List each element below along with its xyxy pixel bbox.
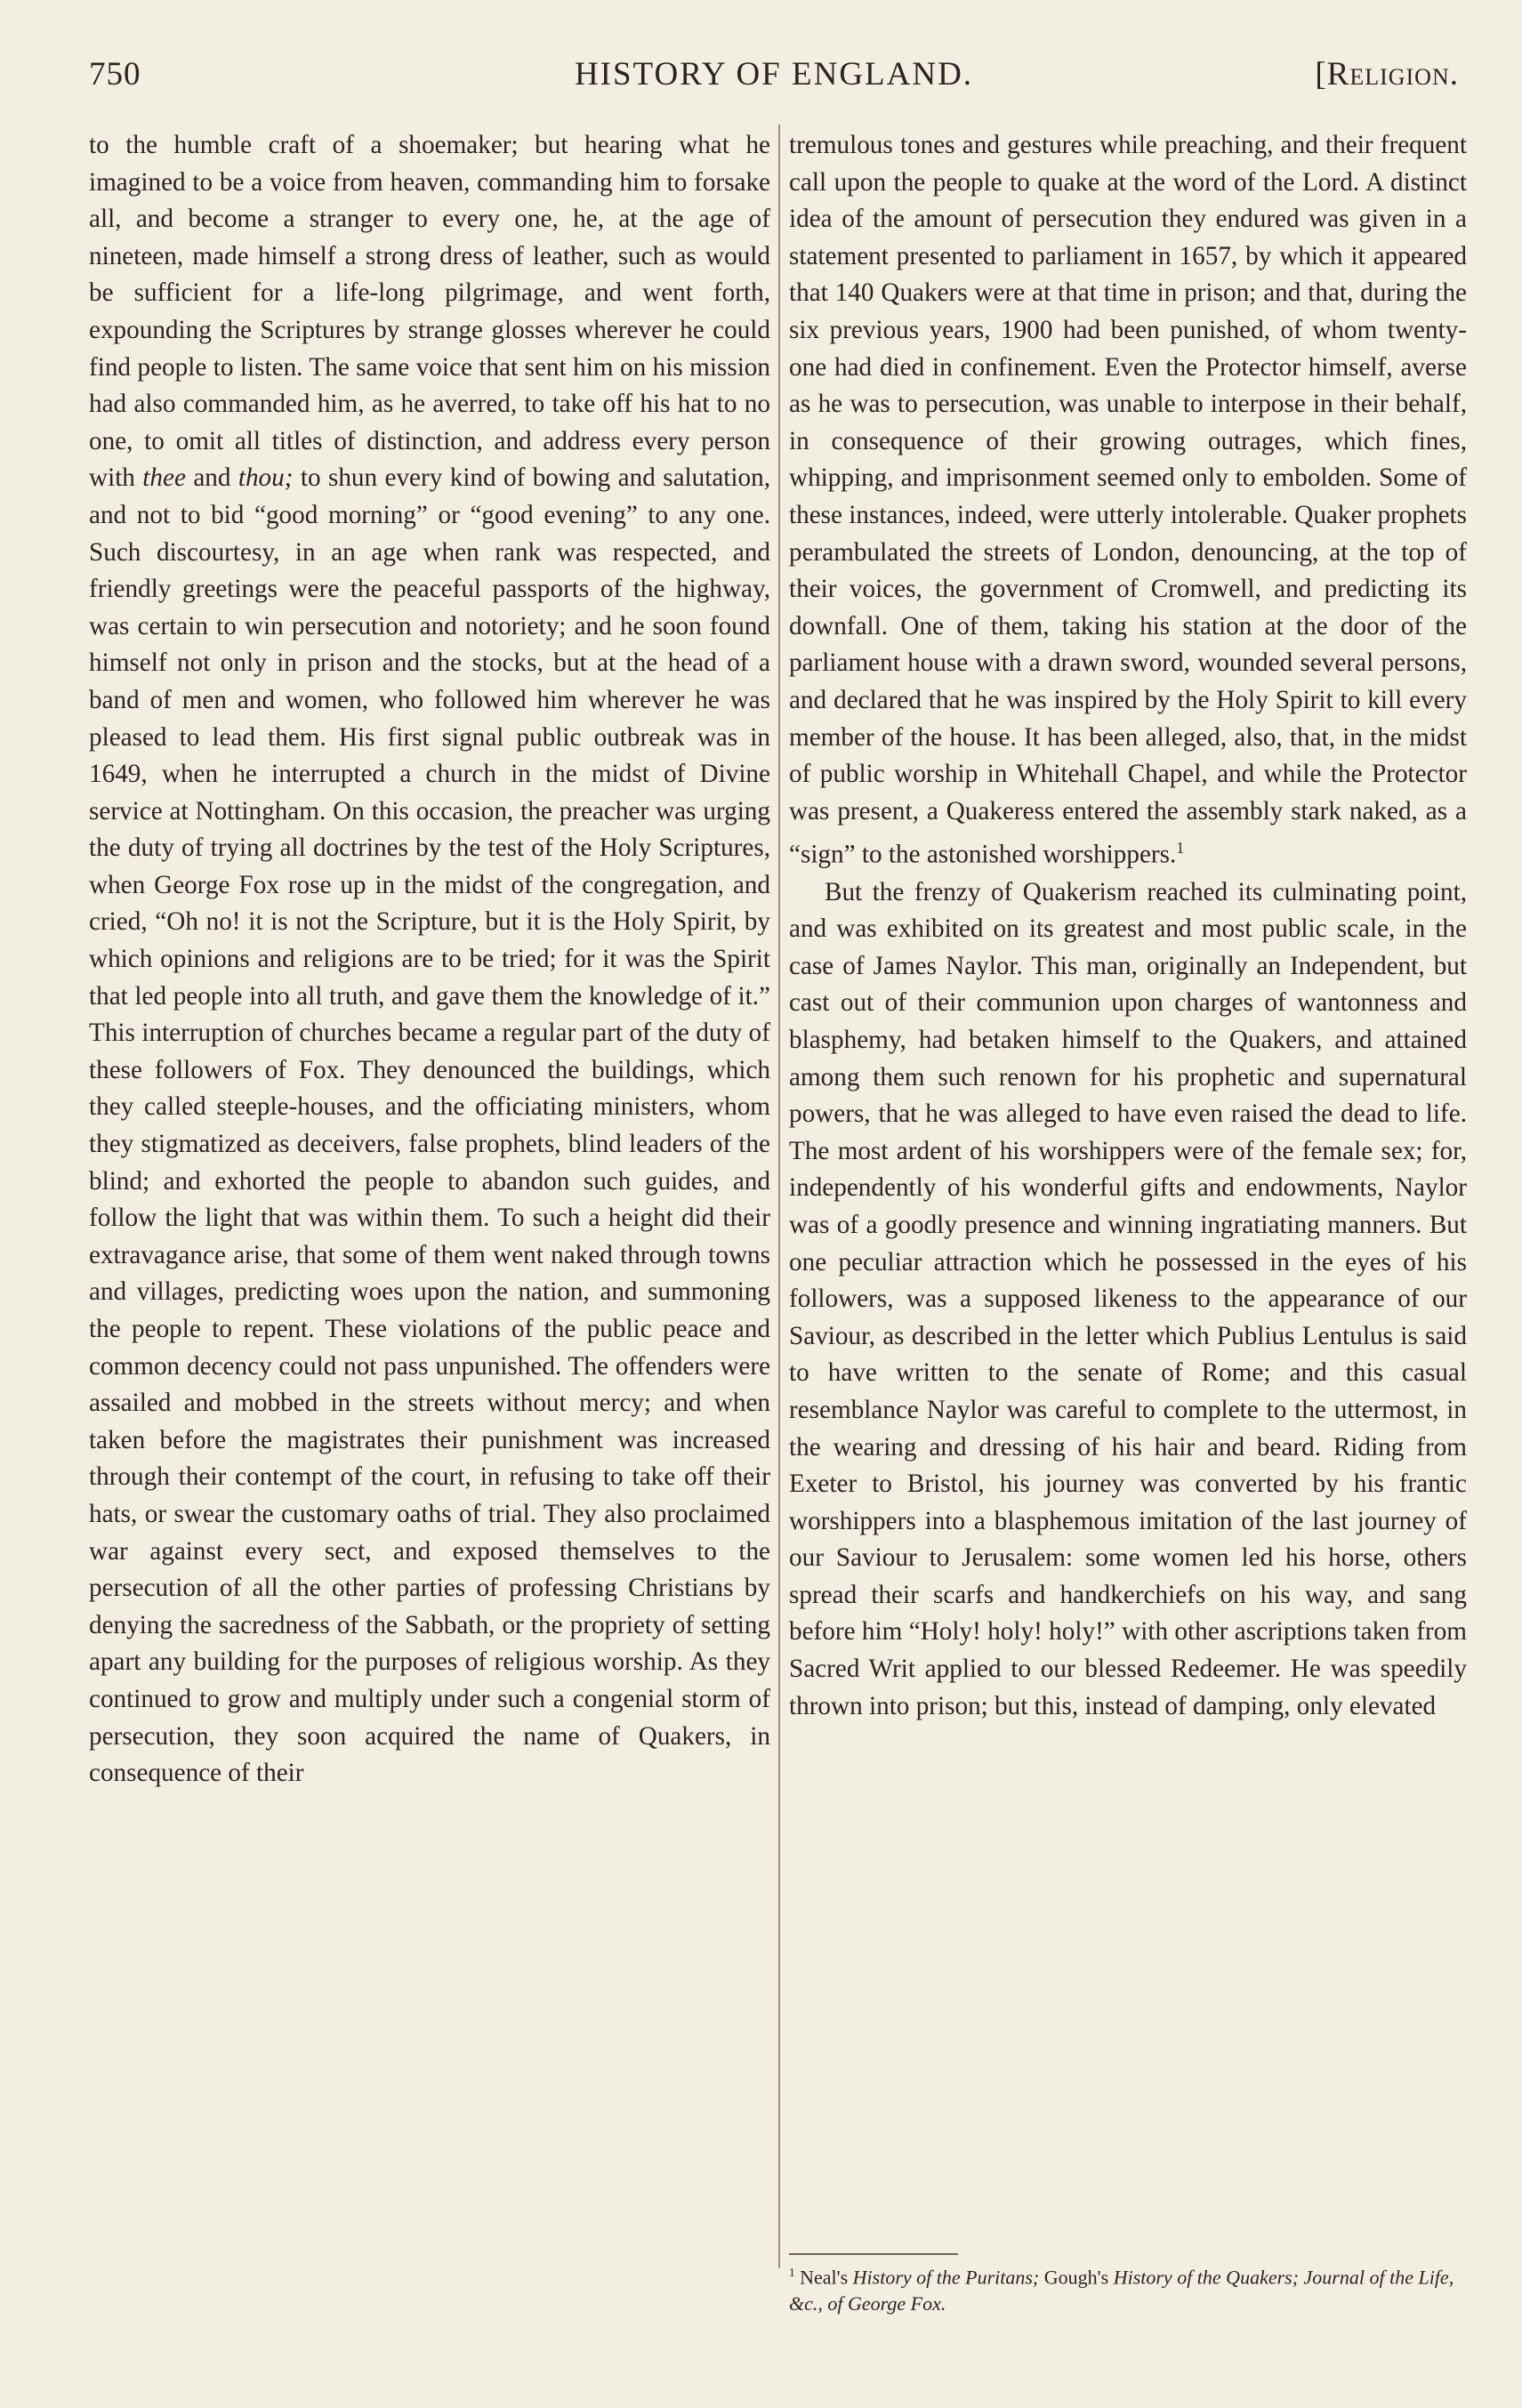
running-title: HISTORY OF ENGLAND. xyxy=(574,56,974,93)
footnote: $^1$ Neal's History of the Puritans; Gough's History of the Quakers; Journal of the Life, &c., of George Fox. xyxy=(789,2266,1454,2315)
right-paragraph-1: tremulous tones and gestures while preaching, and their frequent call upon the people to quake at the word of the Lord. A distinct idea of the amount of persecution they endured was given in a statement presented to parliament in 1657, by which it appeared that 140 Quakers were at that time in prison; and that, during the six previous years, 1900 had been punished, of whom twenty-one had died in confinement. Even the Protector himself, averse as he was to persecution, was unable to interpose in their behalf, in consequence of their growing outrages, which fines, whipping, and imprisonment seemed only to embolden. Some of these instances, indeed, were utterly intolerable. Quaker prophets perambulated the streets of London, denouncing, at the top of their voices, the government of Cromwell, and predicting its downfall. One of them, taking his station at the door of the parliament house with a drawn sword, wounded several persons, and declared that he was inspired by the Holy Spirit to kill every member of the house. It has been alleged, also, that, in the midst of public worship in Whitehall Chapel, and while the Protector was present, a Quakeress entered the assembly stark naked, as a “sign” to the astonished worshippers.$^1$ xyxy=(789,131,1467,870)
footnote-reference: 1 xyxy=(1176,839,1185,858)
page-header xyxy=(89,55,1459,100)
column-divider xyxy=(778,125,780,2268)
left-column xyxy=(89,127,770,1792)
right-column xyxy=(789,127,1467,1725)
section-title: [Religion. xyxy=(1315,56,1459,93)
footnote-rule xyxy=(789,2253,958,2255)
page-number: 750 xyxy=(89,56,141,93)
right-paragraph-2: But the frenzy of Quakerism reached its culminating point, and was exhibited on its greatest and most public scale, in the case of James Naylor. This man, originally an Independent, but cast out of their communion upon charges of wantonness and blasphemy, had betaken himself to the Quakers, and attained among them such renown for his prophetic and supernatural powers, that he was alleged to have even raised the dead to life. The most ardent of his worshippers were of the female sex; for, independently of his wonderful gifts and endowments, Naylor was of a goodly presence and winning ingratiating manners. But one peculiar attraction which he possessed in the eyes of his followers, was a supposed likeness to the appearance of our Saviour, as described in the letter which Publius Lentulus is said to have written to the senate of Rome; and this casual resemblance Naylor was careful to complete to the uttermost, in the wearing and dressing of his hair and beard. Riding from Exeter to Bristol, his journey was converted by his frantic worshippers into a blasphemous imitation of the last journey of our Saviour to Jerusalem: some women led his horse, others spread their scarfs and handkerchiefs on his way, and sang before him “Holy! holy! holy!” with other ascriptions taken from Sacred Writ applied to our blessed Redeemer. He was speedily thrown into prison; but this, instead of damping, only elevated xyxy=(789,877,1467,1720)
left-paragraph: to the humble craft of a shoemaker; but hearing what he imagined to be a voice from heaven, commanding him to forsake all, and become a stranger to every one, he, at the age of nineteen, made himself a strong dress of leather, such as would be sufficient for a life-long pilgrimage, and went forth, expounding the Scriptures by strange glosses wherever he could find people to listen. The same voice that sent him on his mission had also commanded him, as he averred, to take off his hat to no one, to omit all titles of distinction, and address every person with thee and thou; to shun every kind of bowing and salutation, and not to bid “good morning” or “good evening” to any one. Such discourtesy, in an age when rank was respected, and friendly greetings were the peaceful passports of the highway, was certain to win persecution and notoriety; and he soon found himself not only in prison and the stocks, but at the head of a band of men and women, who followed him wherever he was pleased to lead them. His first signal public outbreak was in 1649, when he interrupted a church in the midst of Divine service at Nottingham. On this occasion, the preacher was urging the duty of trying all doctrines by the test of the Holy Scriptures, when George Fox rose up in the midst of the congregation, and cried, “Oh no! it is not the Scripture, but it is the Holy Spirit, by which opinions and religions are to be tried; for it was the Spirit that led people into all truth, and gave them the knowledge of it.” This interruption of churches became a regular part of the duty of these followers of Fox. They denounced the buildings, which they called steeple-houses, and the officiating ministers, whom they stigmatized as deceivers, false prophets, blind leaders of the blind; and exhorted the people to abandon such guides, and follow the light that was within them. To such a height did their extravagance arise, that some of them went naked through towns and villages, predicting woes upon the nation, and summoning the people to repent. These violations of the public peace and common decency could not pass unpunished. The offenders were assailed and mobbed in the streets without mercy; and when taken before the magistrates their punishment was increased through their contempt of the court, in refusing to take off their hats, or swear the customary oaths of trial. They also proclaimed war against every sect, and exposed themselves to the persecution of all the other parties of professing Christians by denying the sacredness of the Sabbath, or the propriety of setting apart any building for the purposes of religious worship. As they continued to grow and multiply under such a congenial storm of persecution, they soon acquired the name of Quakers, in consequence of their xyxy=(89,131,770,1788)
